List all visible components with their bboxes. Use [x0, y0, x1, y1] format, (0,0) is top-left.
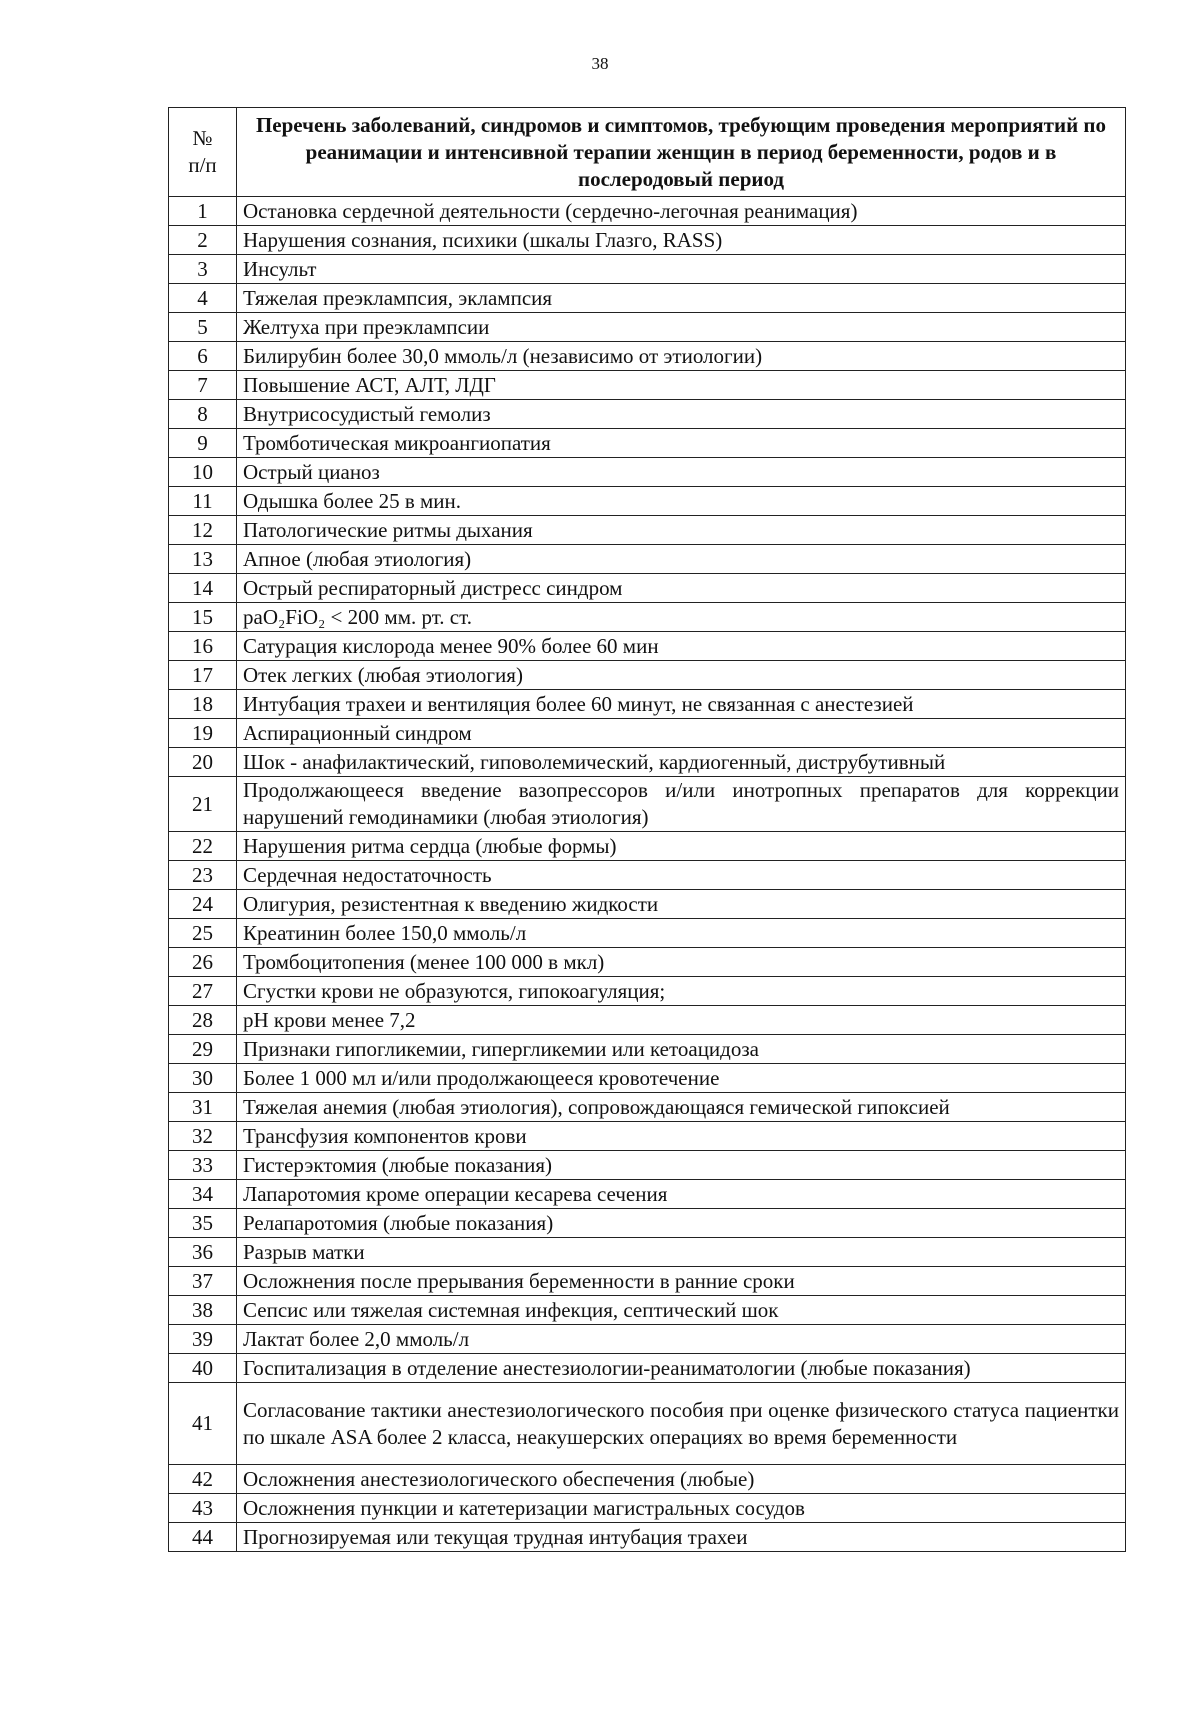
table-row [169, 661, 1126, 690]
row-text: Осложнения анестезиологического обеспечения (любые) [237, 1465, 1126, 1494]
table-row [169, 632, 1126, 661]
table-row [169, 1383, 1126, 1465]
table-row [169, 429, 1126, 458]
table-row [169, 890, 1126, 919]
row-number: 41 [169, 1383, 237, 1465]
row-text: Госпитализация в отделение анестезиологии-реаниматологии (любые показания) [237, 1354, 1126, 1383]
column-header-number-sign: № [192, 126, 213, 150]
row-number: 37 [169, 1267, 237, 1296]
row-number: 28 [169, 1006, 237, 1035]
table-row [169, 400, 1126, 429]
row-number: 24 [169, 890, 237, 919]
table-row [169, 1325, 1126, 1354]
row-number: 6 [169, 342, 237, 371]
row-text: Осложнения после прерывания беременности в ранние сроки [237, 1267, 1126, 1296]
row-text: Сгустки крови не образуются, гипокоагуляция; [237, 977, 1126, 1006]
row-number: 29 [169, 1035, 237, 1064]
row-number: 11 [169, 487, 237, 516]
table-row [169, 1296, 1126, 1325]
table-row [169, 948, 1126, 977]
table-row [169, 1180, 1126, 1209]
table-row [169, 919, 1126, 948]
row-text: Креатинин более 150,0 ммоль/л [237, 919, 1126, 948]
row-text: Трансфузия компонентов крови [237, 1122, 1126, 1151]
row-number: 19 [169, 719, 237, 748]
table-row [169, 487, 1126, 516]
table-row [169, 574, 1126, 603]
table-row [169, 1523, 1126, 1552]
row-text: Тяжелая анемия (любая этиология), сопровождающаяся гемической гипоксией [237, 1093, 1126, 1122]
row-text: Признаки гипогликемии, гипергликемии или кетоацидоза [237, 1035, 1126, 1064]
table-row [169, 197, 1126, 226]
row-number: 36 [169, 1238, 237, 1267]
table-row [169, 777, 1126, 832]
table-body [169, 197, 1126, 1552]
row-number: 32 [169, 1122, 237, 1151]
table-row [169, 977, 1126, 1006]
row-number: 20 [169, 748, 237, 777]
row-text: Внутрисосудистый гемолиз [237, 400, 1126, 429]
row-text: Инсульт [237, 255, 1126, 284]
row-text: Интубация трахеи и вентиляция более 60 минут, не связанная с анестезией [237, 690, 1126, 719]
row-text: Более 1 000 мл и/или продолжающееся кровотечение [237, 1064, 1126, 1093]
row-number: 21 [169, 777, 237, 832]
row-number: 16 [169, 632, 237, 661]
row-text: Тромботическая микроангиопатия [237, 429, 1126, 458]
table-row [169, 1494, 1126, 1523]
conditions-table [168, 107, 1126, 1552]
page-number: 38 [591, 54, 609, 73]
row-number: 8 [169, 400, 237, 429]
column-header-number [169, 108, 237, 197]
row-text: Патологические ритмы дыхания [237, 516, 1126, 545]
row-text: Согласование тактики анестезиологического пособия при оценке физического статуса пациентки по шкале ASA более 2 класса, неакушерских операциях во время беременности [237, 1383, 1126, 1465]
table-row [169, 516, 1126, 545]
row-number: 7 [169, 371, 237, 400]
row-number: 35 [169, 1209, 237, 1238]
table-row [169, 832, 1126, 861]
row-number: 14 [169, 574, 237, 603]
table-header-row [169, 108, 1126, 197]
row-number: 22 [169, 832, 237, 861]
row-text: Нарушения ритма сердца (любые формы) [237, 832, 1126, 861]
table-row [169, 545, 1126, 574]
row-number: 31 [169, 1093, 237, 1122]
table-row [169, 1064, 1126, 1093]
row-text: Тяжелая преэклампсия, эклампсия [237, 284, 1126, 313]
row-text: Желтуха при преэклампсии [237, 313, 1126, 342]
table-row [169, 690, 1126, 719]
row-text: pH крови менее 7,2 [237, 1006, 1126, 1035]
row-number: 25 [169, 919, 237, 948]
table-row [169, 1465, 1126, 1494]
row-text: Нарушения сознания, психики (шкалы Глазго, RASS) [237, 226, 1126, 255]
row-text: Олигурия, резистентная к введению жидкости [237, 890, 1126, 919]
row-number: 3 [169, 255, 237, 284]
row-number: 1 [169, 197, 237, 226]
table-row [169, 1267, 1126, 1296]
row-number: 13 [169, 545, 237, 574]
table-row [169, 371, 1126, 400]
row-number: 18 [169, 690, 237, 719]
row-number: 9 [169, 429, 237, 458]
row-number: 40 [169, 1354, 237, 1383]
row-number: 4 [169, 284, 237, 313]
row-text: Прогнозируемая или текущая трудная интубация трахеи [237, 1523, 1126, 1552]
row-number: 30 [169, 1064, 237, 1093]
row-number: 5 [169, 313, 237, 342]
table-row [169, 226, 1126, 255]
row-number: 17 [169, 661, 237, 690]
table-row [169, 1006, 1126, 1035]
row-number: 15 [169, 603, 237, 632]
row-text: Шок - анафилактический, гиповолемический, кардиогенный, диструбутивный [237, 748, 1126, 777]
table-row [169, 1035, 1126, 1064]
row-text: Продолжающееся введение вазопрессоров и/или инотропных препаратов для коррекции нарушений гемодинамики (любая этиология) [237, 777, 1126, 832]
row-number: 27 [169, 977, 237, 1006]
row-text: Билирубин более 30,0 ммоль/л (независимо от этиологии) [237, 342, 1126, 371]
table-row [169, 255, 1126, 284]
row-text: Апное (любая этиология) [237, 545, 1126, 574]
table-row [169, 1238, 1126, 1267]
table-row [169, 748, 1126, 777]
table-row [169, 861, 1126, 890]
table-row [169, 719, 1126, 748]
row-text: Одышка более 25 в мин. [237, 487, 1126, 516]
row-text: Остановка сердечной деятельности (сердечно-легочная реанимация) [237, 197, 1126, 226]
table-row [169, 342, 1126, 371]
column-header-number-abbr: п/п [188, 153, 217, 177]
table-row [169, 1209, 1126, 1238]
table-row [169, 1151, 1126, 1180]
row-text: Повышение АСТ, АЛТ, ЛДГ [237, 371, 1126, 400]
row-text: Острый цианоз [237, 458, 1126, 487]
row-text: Лапаротомия кроме операции кесарева сечения [237, 1180, 1126, 1209]
row-number: 23 [169, 861, 237, 890]
row-number: 33 [169, 1151, 237, 1180]
row-number: 39 [169, 1325, 237, 1354]
table-row [169, 458, 1126, 487]
table-row [169, 284, 1126, 313]
table-row [169, 1122, 1126, 1151]
row-text: Гистерэктомия (любые показания) [237, 1151, 1126, 1180]
row-number: 38 [169, 1296, 237, 1325]
row-text: paO₂FiO₂ < 200 мм. рт. ст. [237, 603, 1126, 632]
row-text: Аспирационный синдром [237, 719, 1126, 748]
row-text: Сатурация кислорода менее 90% более 60 мин [237, 632, 1126, 661]
table-row [169, 1093, 1126, 1122]
row-number: 26 [169, 948, 237, 977]
table-row [169, 1354, 1126, 1383]
row-number: 42 [169, 1465, 237, 1494]
row-text: Релапаротомия (любые показания) [237, 1209, 1126, 1238]
table-row [169, 603, 1126, 632]
row-number: 44 [169, 1523, 237, 1552]
row-text: Отек легких (любая этиология) [237, 661, 1126, 690]
row-text: Лактат более 2,0 ммоль/л [237, 1325, 1126, 1354]
row-text: Сепсис или тяжелая системная инфекция, септический шок [237, 1296, 1126, 1325]
row-text: Разрыв матки [237, 1238, 1126, 1267]
row-text: Осложнения пункции и катетеризации магистральных сосудов [237, 1494, 1126, 1523]
column-header-title: Перечень заболеваний, синдромов и симптомов, требующим проведения мероприятий по реанимации и интенсивной терапии женщин в период беременности, родов и в послеродовый период [237, 108, 1126, 197]
row-number: 10 [169, 458, 237, 487]
row-number: 34 [169, 1180, 237, 1209]
row-text: Сердечная недостаточность [237, 861, 1126, 890]
table-row [169, 313, 1126, 342]
row-number: 12 [169, 516, 237, 545]
row-number: 2 [169, 226, 237, 255]
row-number: 43 [169, 1494, 237, 1523]
row-text: Острый респираторный дистресс синдром [237, 574, 1126, 603]
row-text: Тромбоцитопения (менее 100 000 в мкл) [237, 948, 1126, 977]
